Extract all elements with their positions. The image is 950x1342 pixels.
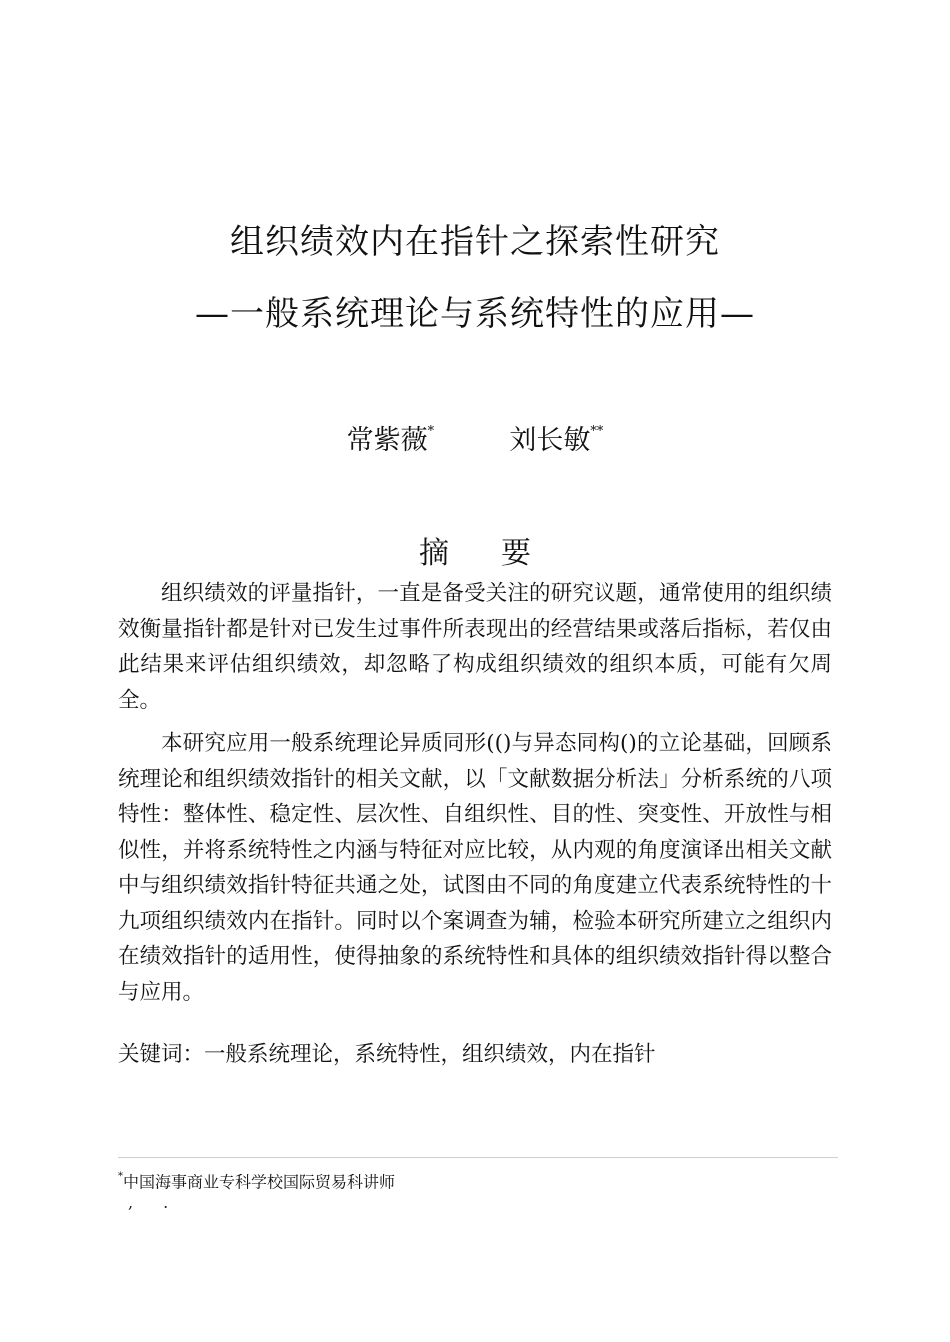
abstract-heading (0, 528, 950, 572)
footnote-comma: , (128, 1193, 134, 1212)
author-2-name: 刘长敏 (509, 425, 591, 456)
keywords: 关键词：一般系统理论，系统特性，组织绩效，内在指针 (118, 1042, 656, 1067)
footnote-text: 中国海事商业专科学校国际贸易科讲师 (123, 1172, 396, 1192)
paper-subtitle: —一般系统理论与系统特性的应用— (195, 294, 755, 334)
footnote-mark: * (118, 1171, 123, 1182)
footnote-second-line (128, 1193, 168, 1213)
author-1-name: 常紫薇 (346, 425, 428, 456)
author-1 (347, 418, 435, 457)
footnote-period: . (163, 1193, 169, 1212)
abstract-paragraph-2: 本研究应用一般系统理论异质同形(()与异态同构()的立论基础，回顾系统理论和组织绩效指针的相关文献，以「文献数据分析法」分析系统的八项特性：整体性、稳定性、层次性、自组织性、目的性、突变性、开放性与相似性，并将系统特性之内涵与特征对应比较，从内观的角度演译出相关文献中与组织绩效指针特征共通之处，试图由不同的角度建立代表系统特性的十九项组织绩效内在指针。同时以个案调查为辅，检验本研究所建立之组织内在绩效指针的适用性，使得抽象的系统特性和具体的组织绩效指针得以整合与应用。 (118, 731, 832, 1005)
author-2 (509, 418, 603, 457)
abstract-paragraph-1: 组织绩效的评量指针，一直是备受关注的研究议题，通常使用的组织绩效衡量指针都是针对已发生过事件所表现出的经营结果或落后指标，若仅由此结果来评估组织绩效，却忽略了构成组织绩效的组织本质，可能有欠周全。 (118, 581, 832, 713)
abstract-heading-left: 摘 (419, 536, 449, 571)
footnote-divider (118, 1157, 838, 1158)
author-2-footnote-mark: ** (590, 424, 604, 439)
abstract-heading-right: 要 (501, 536, 531, 571)
author-list (0, 418, 950, 457)
paper-title: 组织绩效内在指针之探索性研究 (230, 222, 720, 262)
footnote (118, 1166, 838, 1195)
author-1-footnote-mark: * (427, 424, 435, 439)
